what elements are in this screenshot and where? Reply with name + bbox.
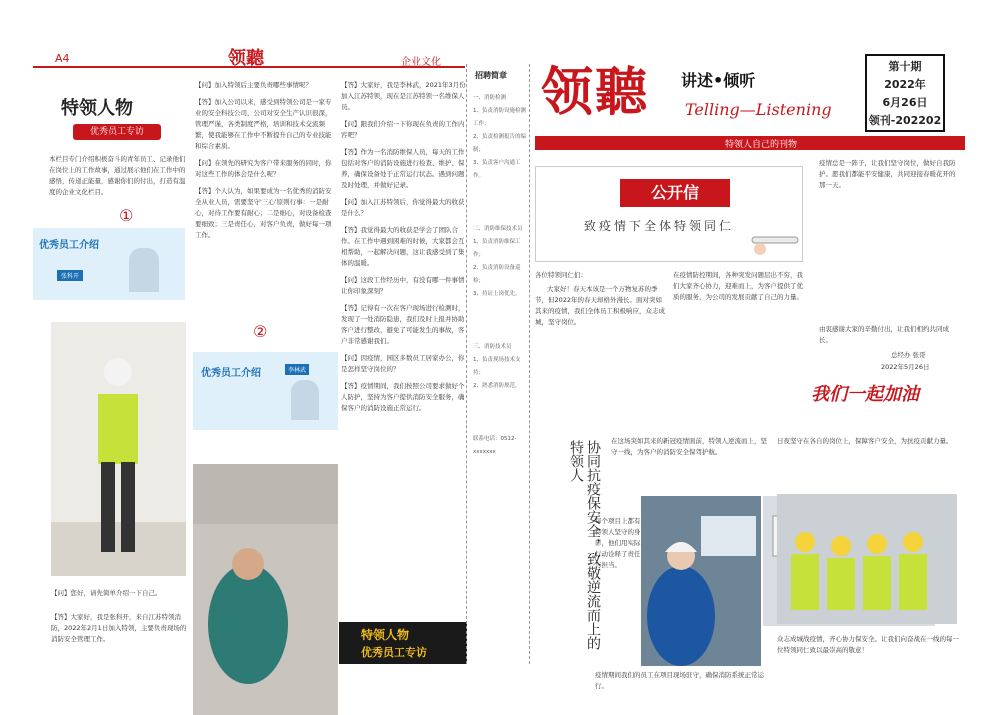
- qa-para: 【问】这段工作经历中，有没有哪一件事情让你印象深刻？: [341, 276, 465, 295]
- ribbon-text: 特领人自己的刊物: [725, 140, 798, 150]
- control-room-illustration: [641, 496, 761, 666]
- intro-card-2: [193, 352, 338, 430]
- lower-para-2: 每个项目上都有特领人坚守的身影，他们用实际行动诠释了责任与担当。: [595, 517, 641, 569]
- qa-para: 【答】疫情期间，我们按照公司要求做好个人防护，坚持为客户提供消防安全服务，确保客户的消防设施正常运行。: [341, 382, 465, 412]
- qa-para: 【答】大家好，我是李林武，2021年3月份加入江苏特领，现在是江苏特领一名维保人员。: [341, 81, 466, 111]
- qa-para: 【问】在领先的研究为客户带来服务的同时，你对这些工作的体会是什么呢？: [195, 159, 332, 178]
- feature-title: 特领人物: [61, 98, 133, 119]
- recruit-line: 1、负责消防设施检测工作；: [473, 108, 526, 127]
- issue-year: 2022年: [884, 78, 926, 91]
- issue-date: 6月26日: [882, 96, 928, 109]
- worker-photo-2: [193, 464, 338, 715]
- bottom-badge-line1: 特领人物: [361, 628, 410, 642]
- issue-number: 第十期: [888, 60, 922, 73]
- recruit-panel: [466, 64, 530, 664]
- bottom-badge: [339, 622, 467, 664]
- open-letter-banner: [535, 166, 803, 262]
- team-photo: [777, 494, 957, 624]
- page-number: A4: [55, 52, 70, 65]
- worker-photo-1: [51, 322, 186, 576]
- intro-card-title-2: 优秀员工介绍: [201, 368, 261, 379]
- recruit-line: 3、负责客户沟通工作。: [473, 160, 521, 179]
- recruit-line: 三、消防技术员: [473, 344, 512, 350]
- recruit-line: 2、负责检测报告的编制；: [473, 134, 526, 153]
- qa-para: 【答】加入公司以来，感受到特领公司是一家专业的安全科技公司，公司对安全生产认识很深，管理严谨，各类制度严格，培训和技术交流频繁，使我能够在工作中不断提升自己的专业技能和综合素质。: [195, 98, 332, 150]
- intro-card-portrait: [129, 248, 159, 292]
- team-photo-caption: 众志成城战疫情，齐心协力保安全。让我们向奋战在一线的每一位特领同仁致以最崇高的敬意！: [777, 635, 959, 654]
- banner-subtitle: 致疫情下全体特领同仁: [584, 219, 735, 233]
- recruit-line: 1、负责消防维保工作；: [473, 239, 521, 258]
- feature-subtitle: 优秀员工专访: [73, 124, 161, 140]
- interview-column-2: [195, 80, 333, 280]
- recruit-line: 3、持证上岗优先。: [473, 291, 521, 297]
- team-illustration: [777, 494, 957, 624]
- banner-title: 公开信: [620, 179, 730, 207]
- bottom-badge-line2: 优秀员工专访: [361, 646, 427, 659]
- lower-right-para: 日夜坚守在各自的岗位上，保障客户安全，为抗疫贡献力量。: [777, 437, 953, 445]
- recruit-line: 联系电话：0512-xxxxxxx: [473, 436, 517, 455]
- recruit-line: 二、消防维保技术员: [473, 226, 523, 232]
- photo-caption-question: 【问】您好，请先简单介绍一下自己。: [51, 589, 162, 597]
- issue-code: 领刊-202202: [868, 114, 942, 127]
- letter-column-1: 大家好！春天本该是一个万物复苏的季节，但2022年的春天却格外漫长。面对突如其来的疫情，我们全体员工积极响应，众志成城，坚守岗位。: [535, 285, 665, 326]
- we-together-slogan: 我们一起加油: [811, 384, 919, 405]
- right-page: [535, 40, 965, 715]
- lower-para-1: 在这场突如其来的新冠疫情面前，特领人逆流而上，坚守一线，为客户的消防安全保驾护航。: [611, 437, 767, 456]
- qa-para: 【答】记得有一次在客户现场进行检测时，发现了一处消防隐患，我们及时上报并协助客户进行整改，避免了可能发生的事故，客户非常感谢我们。: [341, 304, 465, 345]
- ribbon-bar: [535, 136, 965, 150]
- letter-sign: 总经办 张哥: [891, 351, 926, 359]
- recruit-line: 一、消防检测: [473, 95, 507, 101]
- letter-column-3: 疫情总是一阵子，让我们坚守岗位，做好自我防护。愿我们都能平安健康，共同迎接春暖花开的那一天。: [819, 159, 956, 189]
- intro-card-title: 优秀员工介绍: [39, 240, 99, 251]
- qa-para: 【答】个人认为，如果要成为一名优秀的消防安全从业人员，需要坚守'三心'原则行事：一是耐心，对待工作要有耐心；二是细心，对设备检查要细致；三是责任心，对客户负责，做好每一项工作。: [195, 187, 332, 239]
- feature-title-card: [45, 70, 185, 150]
- masthead-slogan: 讲述•倾听: [681, 71, 756, 90]
- letter-greeting: 各位特领同仁们：: [535, 271, 587, 279]
- letter-date: 2022年5月26日: [881, 363, 930, 371]
- interview-column-3: [341, 80, 467, 650]
- issue-box: [865, 54, 945, 132]
- masthead-latin: Telling—Listening: [685, 100, 832, 119]
- number-two: ②: [253, 322, 268, 341]
- qa-para: 【答】我觉得最大的收获是学会了团队合作。在工作中遇到困难的时候，大家都会互相帮助，一起解决问题，这让我感受到了集体的温暖。: [341, 226, 465, 267]
- qa-para: 【答】作为一名消防维保人员，每天的工作包括对客户的消防设施进行检查、维护、保养，确保设备处于正常运行状态。遇到问题及时处理，并做好记录。: [341, 148, 465, 189]
- qa-para: 【问】加入特领后主要负责哪些事情呢？: [195, 81, 312, 89]
- recruit-list: [473, 92, 529, 459]
- letter-close: 由衷感谢大家的辛勤付出，让我们相约共同成长。: [819, 325, 949, 344]
- photo-caption-answer: 【答】大家好，我是张科开，来自江苏特领消防，2022年2月1日加入特领，主要负责现场的消防安全管理工作。: [51, 613, 187, 643]
- intro-card-portrait-2: [291, 380, 319, 420]
- worker-figure-1: [51, 322, 186, 576]
- recruit-line: 2、负责消防设备巡检；: [473, 265, 521, 284]
- lower-para-3: 疫情期间我们的员工在项目现场驻守，确保消防系统正常运行。: [595, 671, 764, 690]
- feature-heading-text: 协同抗疫保安全，致敬逆流而上的特领人: [568, 440, 601, 650]
- letter-column-2: 在疫情防控期间，各种突发问题层出不穷，我们大家齐心协力，迎难而上，为客户提供了优质的服务，为公司的发展贡献了自己的力量。: [673, 271, 803, 301]
- control-room-photo: [641, 496, 761, 666]
- intro-card-name: 张科开: [57, 270, 83, 281]
- feature-intro: 本栏目专门介绍积极奋斗的青年员工、记录他们在岗位上的工作故事，通过展示他们在工作中的感悟，传递正能量，感谢你们的付出，打造有温度的企业文化栏目。: [49, 155, 186, 196]
- intro-card-1: [33, 228, 185, 300]
- header-section: 企业文化: [401, 57, 441, 68]
- pen-icon: [746, 227, 800, 257]
- qa-para: 【问】因疫情，园区多数员工居家办公，你是怎样坚守岗位的？: [341, 354, 465, 373]
- masthead-title: 领聽: [541, 62, 650, 123]
- left-page-header: [33, 50, 465, 68]
- intro-card-name-2: 李林武: [285, 364, 309, 375]
- recruit-title: 招聘简章: [475, 71, 507, 80]
- header-brand: 领聽: [228, 48, 264, 69]
- number-one: ①: [119, 206, 134, 225]
- recruit-line: 2、熟悉消防规范。: [473, 383, 521, 389]
- worker-figure-2: [193, 464, 338, 715]
- recruit-line: 1、负责现场技术支持；: [473, 357, 521, 376]
- qa-para: 【问】跟我们介绍一下你现在负责的工作内容吧？: [341, 120, 465, 139]
- qa-para: 【问】加入江苏特领后，你觉得最大的收获是什么？: [341, 198, 465, 217]
- left-page: [33, 40, 465, 715]
